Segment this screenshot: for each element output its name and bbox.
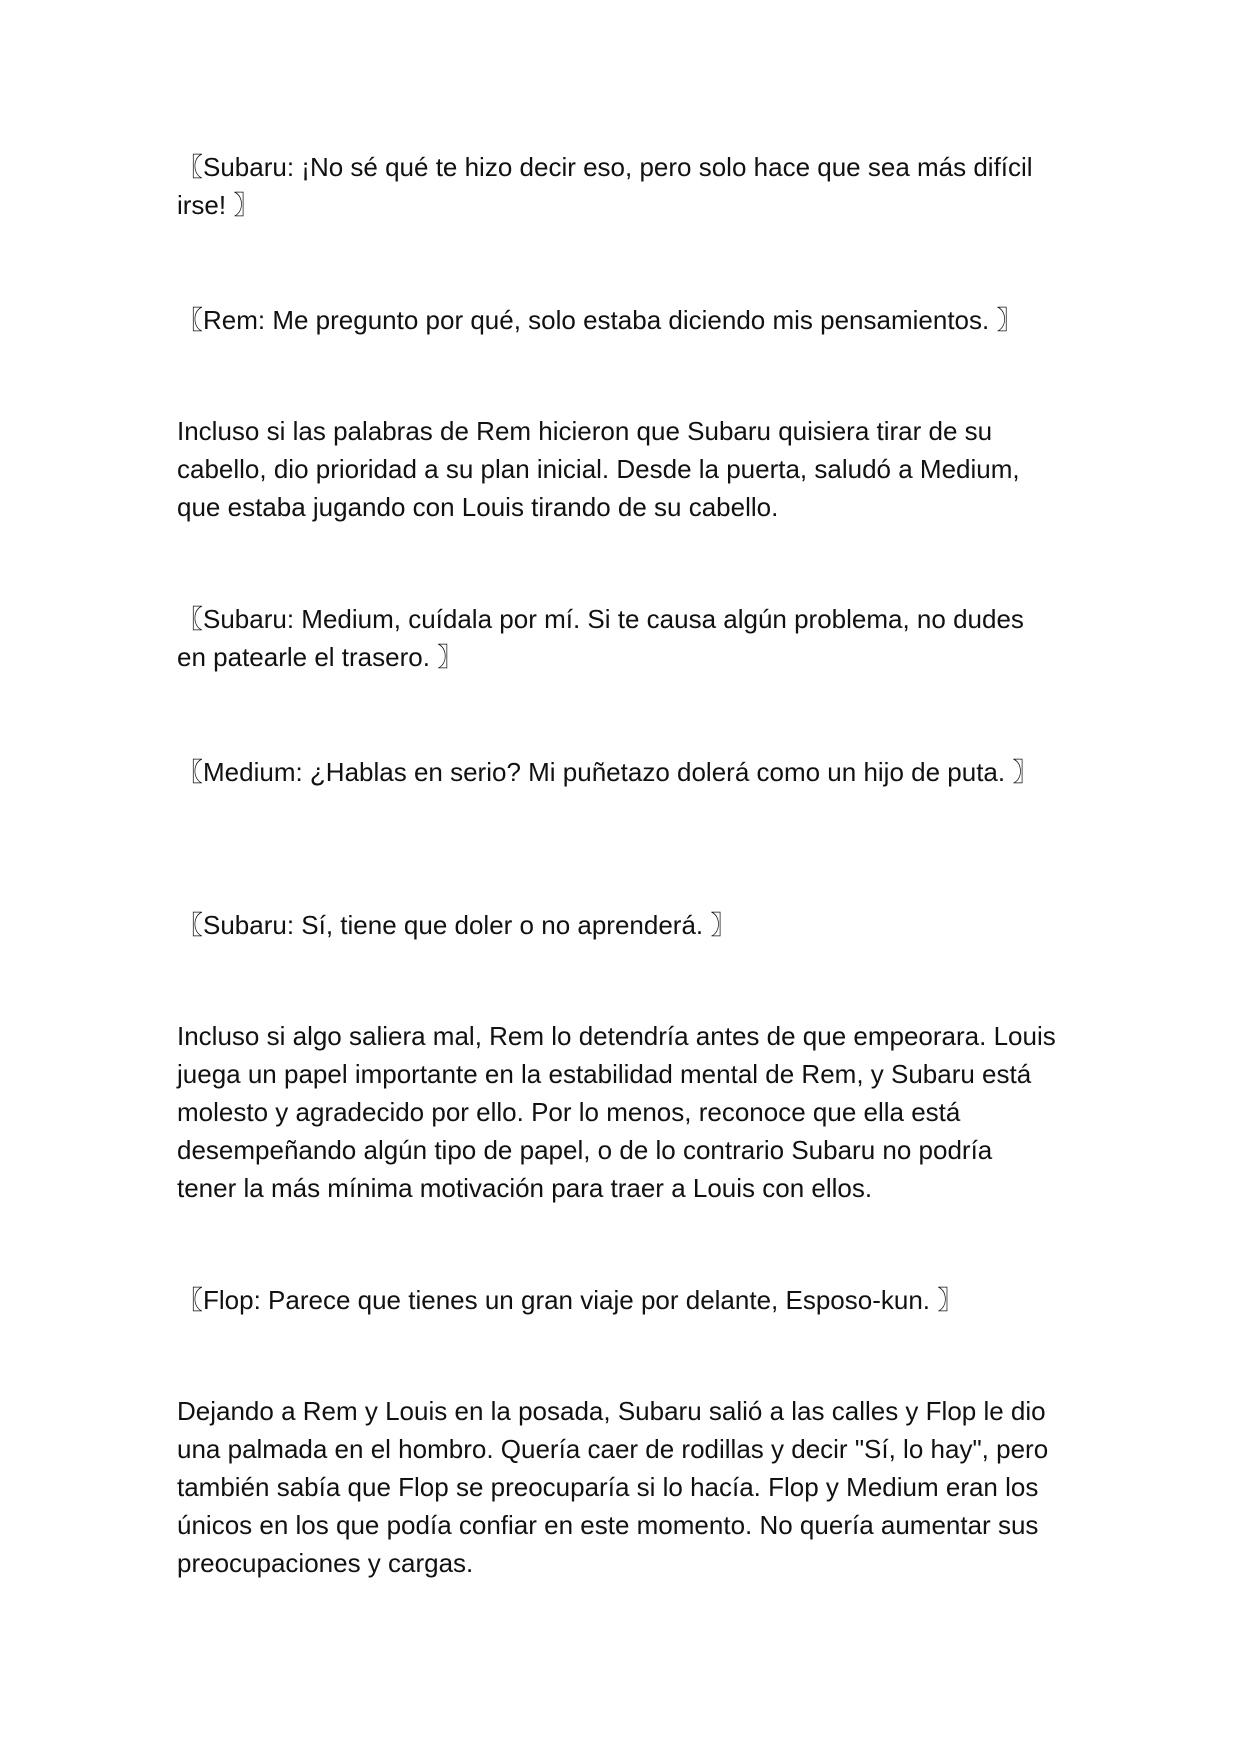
dialogue-subaru-3: 〖Subaru: Sí, tiene que doler o no aprenderá. 〗 [177, 910, 737, 940]
dialogue-subaru-1: 〖Subaru: ¡No sé qué te hizo decir eso, pero solo hace que sea más difícil irse! 〗 [177, 152, 1033, 220]
dialogue-flop-1: 〖Flop: Parece que tienes un gran viaje por delante, Esposo-kun. 〗 [177, 1285, 964, 1315]
narration-paragraph-2: Incluso si algo saliera mal, Rem lo detendría antes de que empeorara. Louis juega un papel importante en la estabilidad mental de Rem, y Subaru está molesto y agradecido por ello. Por lo menos, reconoce que ella está desempeñando algún tipo de papel, o de lo contrario Subaru no podría tener la más mínima motivación para traer a Louis con ellos. [177, 1021, 1056, 1203]
dialogue-rem-1: 〖Rem: Me pregunto por qué, solo estaba diciendo mis pensamientos. 〗 [177, 305, 1023, 335]
dialogue-subaru-2: 〖Subaru: Medium, cuídala por mí. Si te causa algún problema, no dudes en patearle el trasero. 〗 [177, 604, 1024, 672]
narration-paragraph-1: Incluso si las palabras de Rem hicieron que Subaru quisiera tirar de su cabello, dio prioridad a su plan inicial. Desde la puerta, saludó a Medium, que estaba jugando con Louis tirando de su cabello. [177, 416, 1020, 522]
dialogue-medium-1: 〖Medium: ¿Hablas en serio? Mi puñetazo dolerá como un hijo de puta. 〗 [177, 757, 1039, 787]
narration-paragraph-3: Dejando a Rem y Louis en la posada, Subaru salió a las calles y Flop le dio una palmada en el hombro. Quería caer de rodillas y decir "Sí, lo hay", pero también sabía que Flop se preocuparía si lo hacía. Flop y Medium eran los únicos en los que podía confiar en este momento. No quería aumentar sus preocupaciones y cargas. [177, 1396, 1049, 1578]
